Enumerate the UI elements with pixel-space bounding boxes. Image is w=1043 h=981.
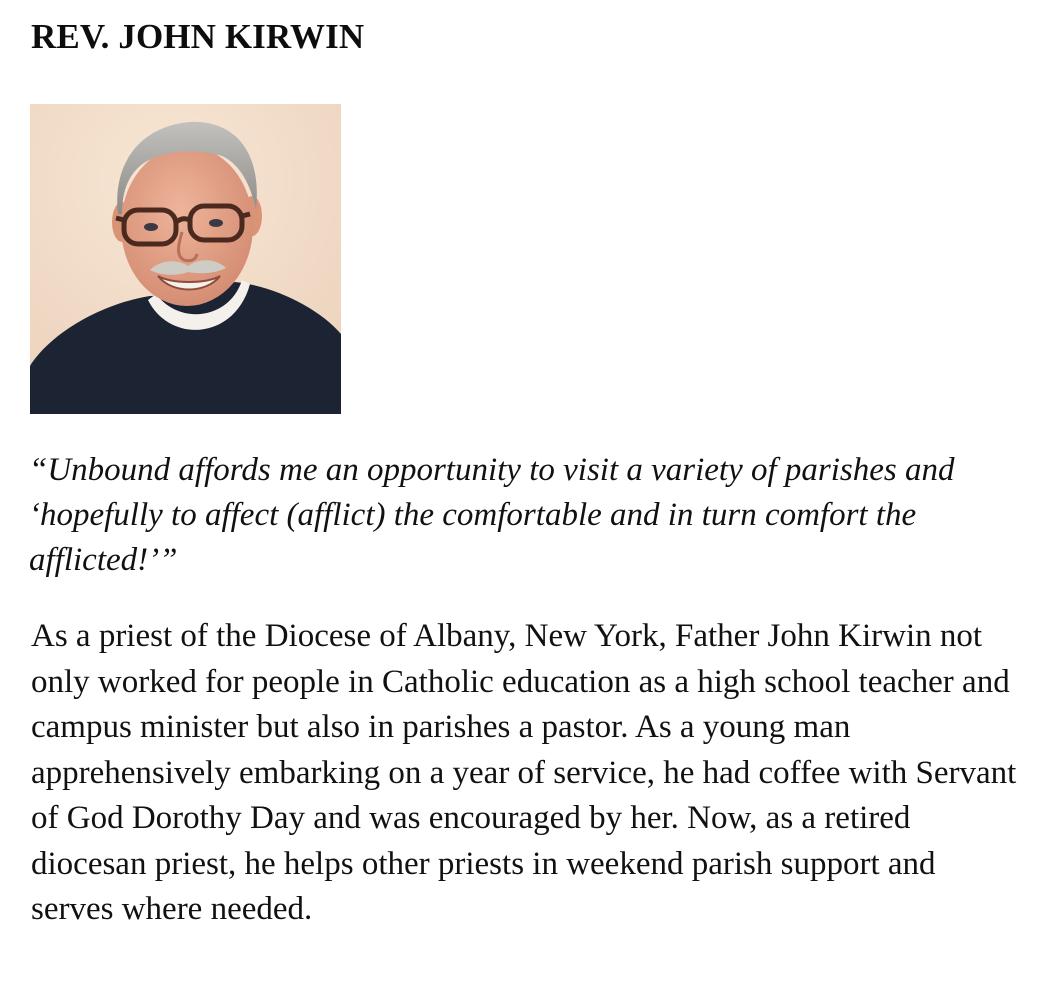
left-eye-shape <box>144 223 158 231</box>
testimonial-quote: “Unbound affords me an opportunity to visit a variety of parishes and ‘hopefully to affect (afflict) the comfortable and in turn comfort the afflicted!’” <box>29 452 955 578</box>
right-eye-shape <box>209 219 223 227</box>
portrait-photo <box>30 104 341 414</box>
biography-paragraph: As a priest of the Diocese of Albany, New York, Father John Kirwin not only worked for people in Catholic education as a high school teacher and campus minister but also in parishes a pastor. As a young man apprehensively embarking on a year of service, he had coffee with Servant of God Dorothy Day and was encouraged by her. Now, as a retired diocesan priest, he helps other priests in weekend parish support and serves where needed. <box>31 618 1017 927</box>
portrait-illustration <box>30 104 341 414</box>
profile-name-heading: REV. JOHN KIRWIN <box>31 17 365 56</box>
